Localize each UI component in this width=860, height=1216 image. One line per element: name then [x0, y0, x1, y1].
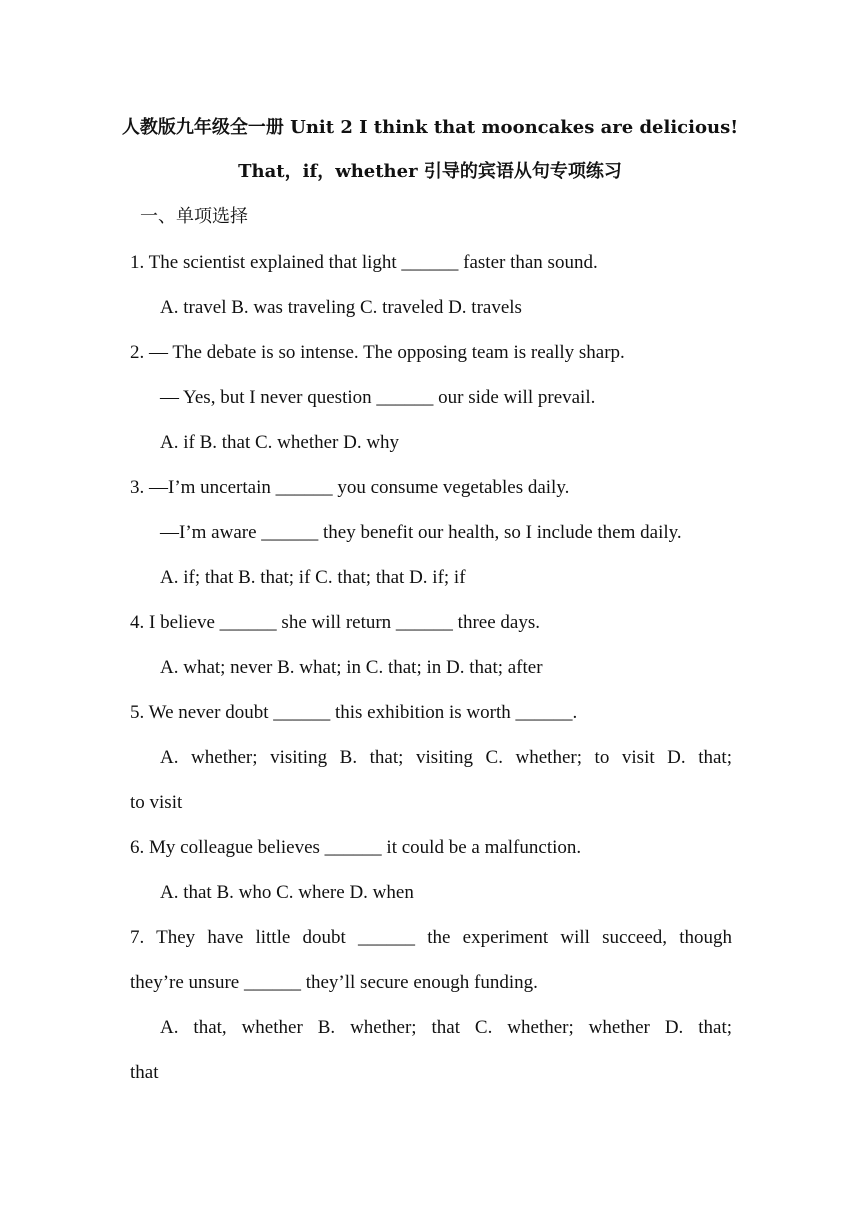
question-1-options: A. travel B. was traveling C. traveled D. travels: [160, 297, 522, 318]
question-3-options: A. if; that B. that; if C. that; that D. if; if: [160, 567, 466, 588]
question-3-reply: —I’m aware ______ they benefit our health, so I include them daily.: [160, 522, 682, 543]
question-7-stem: 7. They have little doubt ______ the experiment will succeed, though: [130, 927, 732, 948]
question-7-options-continued: that: [130, 1062, 159, 1083]
document-subtitle: That，if，whether 引导的宾语从句专项练习: [238, 161, 622, 182]
question-1-stem: 1. The scientist explained that light ______ faster than sound.: [130, 252, 598, 273]
question-5-stem: 5. We never doubt ______ this exhibition is worth ______.: [130, 702, 578, 723]
question-3-stem: 3. —I’m uncertain ______ you consume vegetables daily.: [130, 477, 570, 498]
document-title: 人教版九年级全一册 Unit 2 I think that mooncakes are delicious!: [121, 117, 739, 138]
question-2-options: A. if B. that C. whether D. why: [160, 432, 400, 453]
question-7-stem-continued: they’re unsure ______ they’ll secure enough funding.: [130, 972, 538, 993]
question-5-options: A. whether; visiting B. that; visiting C. whether; to visit D. that;: [160, 747, 732, 768]
question-4-stem: 4. I believe ______ she will return ______ three days.: [130, 612, 540, 633]
question-5-options-continued: to visit: [130, 792, 183, 813]
question-2-reply: — Yes, but I never question ______ our side will prevail.: [160, 387, 596, 408]
question-4-options: A. what; never B. what; in C. that; in D. that; after: [160, 657, 543, 678]
question-6-options: A. that B. who C. where D. when: [160, 882, 414, 903]
section-heading: 一、单项选择: [140, 206, 248, 227]
question-6-stem: 6. My colleague believes ______ it could be a malfunction.: [130, 837, 582, 858]
question-2-stem: 2. — The debate is so intense. The opposing team is really sharp.: [130, 342, 625, 363]
question-7-options: A. that, whether B. whether; that C. whether; whether D. that;: [160, 1017, 732, 1038]
